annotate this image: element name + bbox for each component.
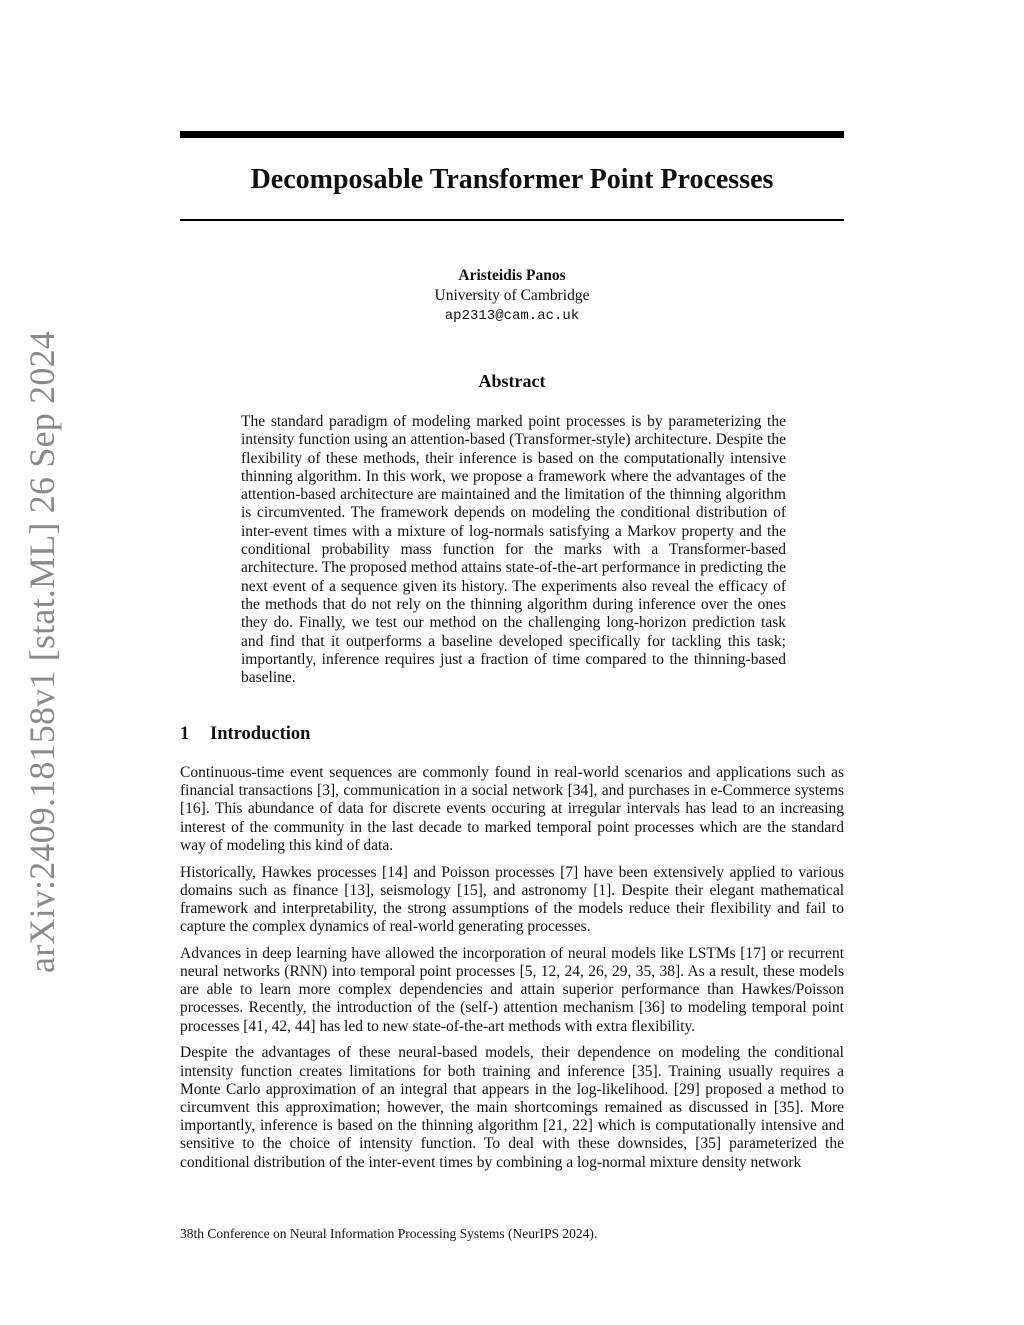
intro-paragraph: Historically, Hawkes processes [14] and Poisson processes [7] have been extensively applied to various domains such as finance [13], seismology [15], and astronomy [1]. Despite their elegant mathematical framework and interpretability, the strong assumptions of the models reduce their flexibility and fail to capture the complex dynamics of real-world generating processes. [180, 863, 844, 936]
author-block [180, 266, 844, 326]
abstract-heading: Abstract [478, 371, 546, 391]
intro-paragraph: Despite the advantages of these neural-based models, their dependence on modeling the conditional intensity function creates limitations for both training and inference [35]. Training usually requires a Monte Carlo approximation of an integral that appears in the log-likelihood. [29] proposed a method to circumvent this approximation; however, the main shortcomings remained as discussed in [35]. More importantly, inference is based on the thinning algorithm [21, 22] which is computationally intensive and sensitive to the choice of intensity function. To deal with these downsides, [35] parameterized the conditional distribution of the inter-event times by combining a log-normal mixture density network [180, 1044, 844, 1171]
author-email[interactable]: ap2313@cam.ac.uk [444, 308, 580, 324]
intro-paragraph: Continuous-time event sequences are commonly found in real-world scenarios and applications such as financial transactions [3], communication in a social network [34], and purchases in e-Commerce systems [16]. This abundance of data for discrete events occuring at irregular intervals has lead to an increasing interest of the community in the last decade to marked temporal point processes which are the standard way of modeling this kind of data. [180, 764, 844, 854]
section-heading-introduction [180, 722, 844, 746]
intro-paragraph: Advances in deep learning have allowed the incorporation of neural models like LSTMs [17] or recurrent neural networks (RNN) into temporal point processes [5, 12, 24, 26, 29, 35, 38]. As a result, these models are able to learn more complex dependencies and attain superior performance than Hawkes/Poisson processes. Recently, the introduction of the (self-) attention mechanism [36] to modeling temporal point processes [41, 42, 44] has led to new state-of-the-art methods with extra flexibility. [180, 944, 844, 1035]
section-number: 1 [180, 724, 190, 744]
title-bottom-rule [180, 219, 844, 221]
conference-footnote: 38th Conference on Neural Information Processing Systems (NeurIPS 2024). [180, 1226, 598, 1241]
section-title: Introduction [210, 724, 311, 744]
paper-title: Decomposable Transformer Point Processes [250, 164, 774, 195]
introduction-body [180, 764, 844, 1180]
abstract-text: The standard paradigm of modeling marked point processes is by parameterizing the intensity function using an attention-based (Transformer-style) architecture. Despite the flexibility of these methods, their inference is based on the computationally intensive thinning algorithm. In this work, we propose a framework where the advantages of the attention-based architecture are maintained and the limitation of the thinning algorithm is circumvented. The framework depends on modeling the conditional distribution of inter-event times with a mixture of log-normals satisfying a Markov property and the conditional probability mass function for the marks with a Transformer-based architecture. The proposed method attains state-of-the-art performance in predicting the next event of a sequence given its history. The experiments also reveal the efficacy of the methods that do not rely on the thinning algorithm during inference over the ones they do. Finally, we test our method on the challenging long-horizon prediction task and find that it outperforms a baseline developed specifically for tackling this task; importantly, inference requires just a fraction of time compared to the thinning-based baseline. [241, 413, 786, 687]
author-affiliation: University of Cambridge [434, 287, 590, 304]
title-top-rule [180, 131, 844, 138]
arxiv-identifier-stamp: arXiv:2409.18158v1 [stat.ML] 26 Sep 2024 [22, 331, 62, 973]
author-name: Aristeidis Panos [458, 267, 566, 284]
